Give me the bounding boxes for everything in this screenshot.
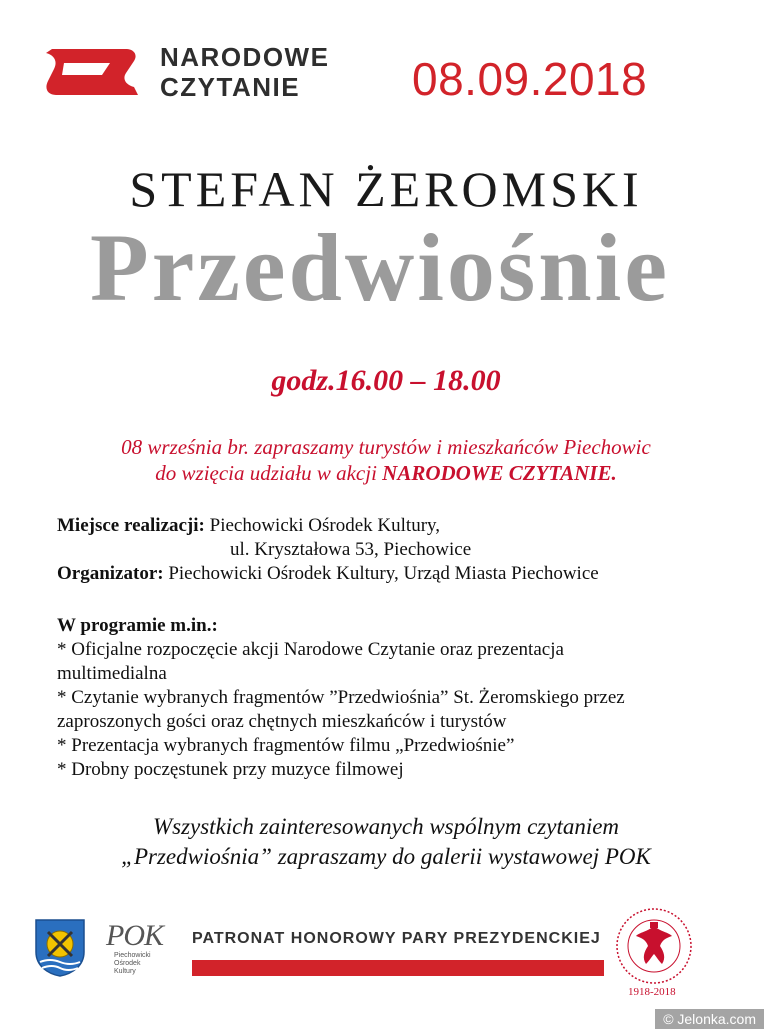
book-title: Przedwiośnie [90,214,670,321]
invite-line2-bold: NARODOWE CZYTANIE. [382,461,617,485]
organizer-row [57,562,757,586]
program-line: zaproszonych gości oraz chętnych mieszkańców i turystów [57,711,507,732]
book-logo-icon [42,47,142,97]
program-line: * Drobny poczęstunek przy muzyce filmowej [57,759,404,780]
place-row2: ul. Kryształowa 53, Piechowice [230,539,472,560]
invite-line2 [0,460,772,486]
invite-line2-prefix: do wzięcia udziału w akcji [155,461,383,485]
logo-line1: NARODOWE [160,42,330,72]
program-heading: W programie m.in.: [57,615,218,636]
honorary-patronage: PATRONAT HONOROWY PARY PREZYDENCKIEJ [192,930,601,947]
invite-line1: 08 września br. zapraszamy turystów i mieszkańców Piechowic [121,435,651,459]
organizer-value: Piechowicki Ośrodek Kultury, Urząd Miasta Piechowice [163,563,599,584]
event-hours: godz.16.00 – 18.00 [271,364,501,397]
place-row [57,514,757,538]
program [57,614,767,782]
program-line: * Czytanie wybranych fragmentów ”Przedwiośnia” St. Żeromskiego przez [57,687,625,708]
place-label: Miejsce realizacji: [57,515,205,536]
author-name: STEFAN ŻEROMSKI [129,161,643,217]
event-info [57,514,757,586]
watermark: © Jelonka.com [655,1009,764,1029]
logo-text [160,42,329,102]
invite-text [0,434,772,486]
logo-line2: CZYTANIE [160,72,301,102]
independence-centenary-emblem-icon [614,906,694,986]
program-line: * Oficjalne rozpoczęcie akcji Narodowe Czytanie oraz prezentacja [57,639,564,660]
closing-text [0,812,772,872]
closing-line2: „Przedwiośnia” zapraszamy do galerii wystawowej POK [121,844,651,869]
patronage-red-bar [192,960,604,976]
pok-sub2: Ośrodek [114,960,141,967]
place-value1: Piechowicki Ośrodek Kultury, [204,515,441,536]
program-line: multimedialna [57,663,167,684]
organizer-label: Organizator: [57,563,164,584]
closing-line1: Wszystkich zainteresowanych wspólnym czytaniem [152,814,620,839]
program-line: * Prezentacja wybranych fragmentów filmu „Przedwiośnie” [57,735,515,756]
pok-logo-text: POK [106,919,163,952]
pok-sub1: Piechowicki [114,952,151,959]
pok-sub3: Kultury [114,968,136,975]
emblem-years: 1918-2018 [628,986,676,998]
event-date: 08.09.2018 [412,53,648,105]
piechowice-coat-of-arms-icon [34,918,86,978]
pok-logo-icon [106,920,176,982]
